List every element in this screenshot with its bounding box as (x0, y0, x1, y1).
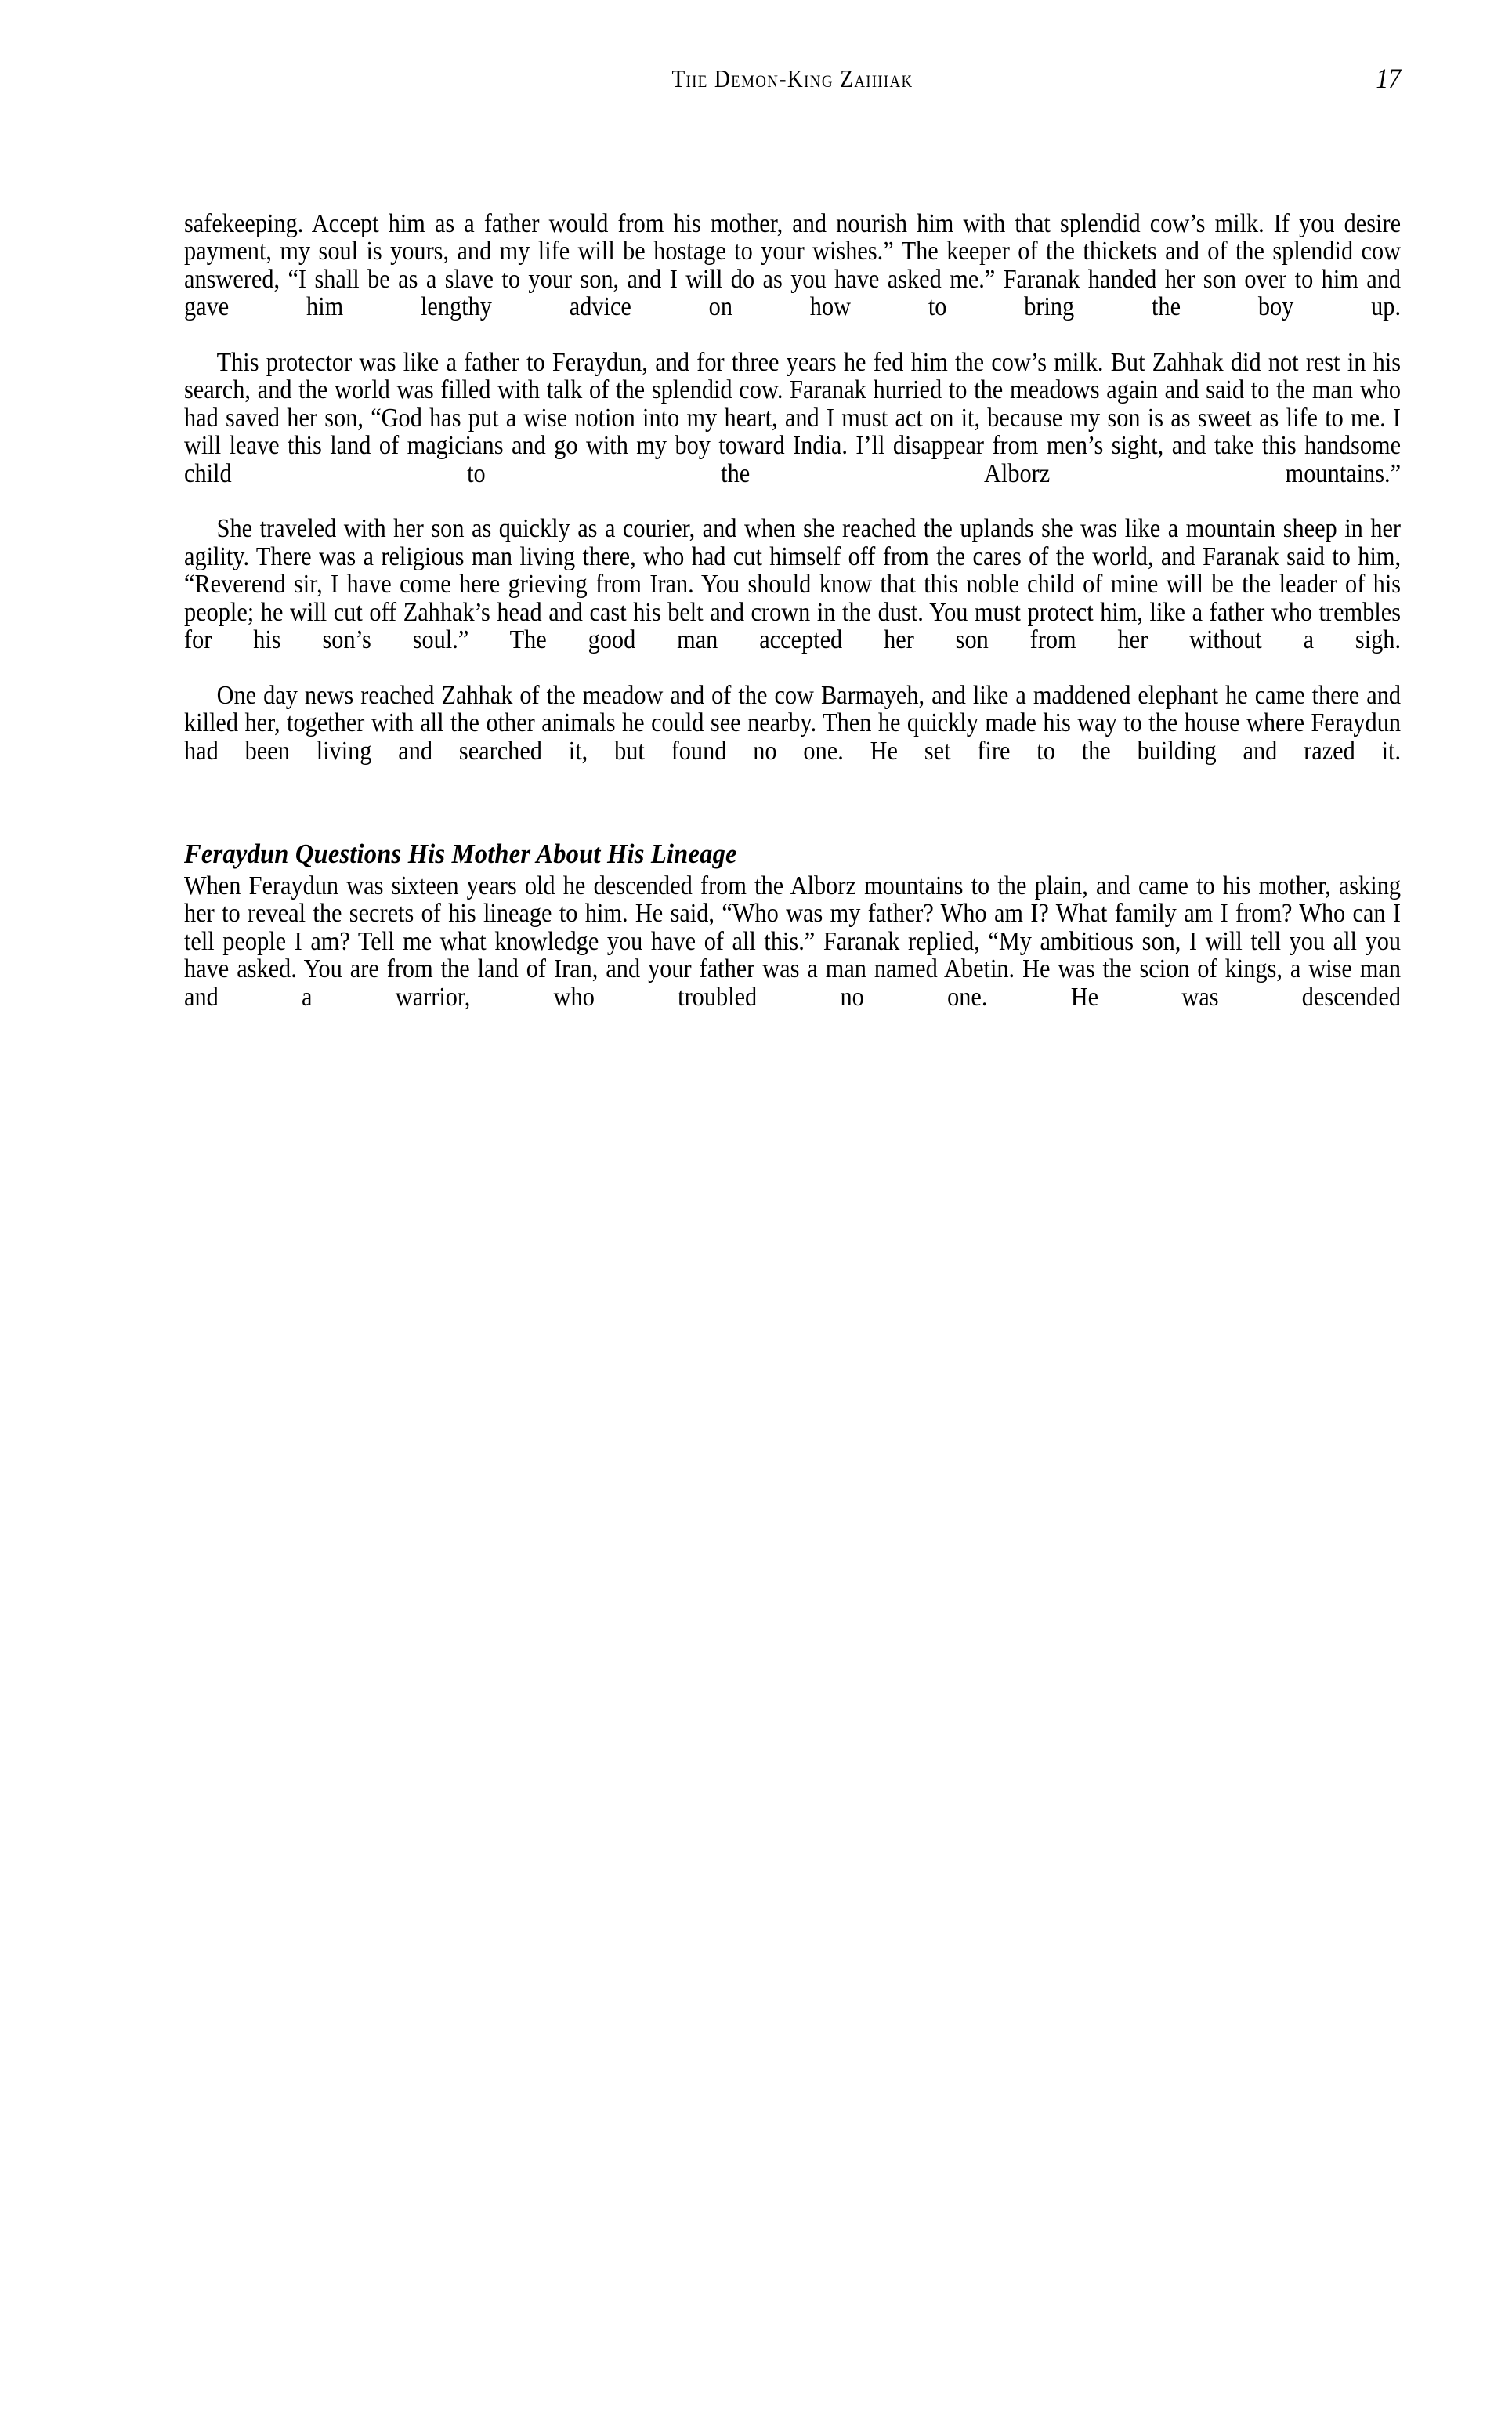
running-head-title: The Demon-King Zahhak (671, 64, 913, 92)
page-number: 17 (1376, 63, 1401, 94)
paragraph-1: safekeeping. Accept him as a father would from his mother, and nourish him with that splendid cow’s milk. If you desire payment, my soul is yours, and my life will be hostage to your wishes.” The keeper of the thickets and of the splendid cow answered, “I shall be as a slave to your son, and I will do as you have asked me.” Faranak handed her son over to him and gave him lengthy advice on how to bring the boy up. (184, 209, 1402, 322)
paragraph-2: This protector was like a father to Feraydun, and for three years he fed him the cow’s milk. But Zahhak did not rest in his search, and the world was filled with talk of the splendid cow. Faranak hurried to the meadows again and said to the man who had saved her son, “God has put a wise notion into my heart, and I must act on it, because my son is as sweet as life to me. I will leave this land of magicians and go with my boy toward India. I’ll disappear from men’s sight, and take this handsome child to the Alborz mountains.” (184, 348, 1402, 488)
paragraph-5: When Feraydun was sixteen years old he descended from the Alborz mountains to the plain, and came to his mother, asking her to reveal the secrets of his lineage to him. He said, “Who was my father? Who am I? What family am I from? Who can I tell people I am? Tell me what knowledge you have of all this.” Faranak replied, “My ambitious son, I will tell you all you have asked. You are from the land of Iran, and your father was a man named Abetin. He was the scion of kings, a wise man and a warrior, who troubled no one. He was descended (184, 871, 1402, 1012)
running-head (184, 61, 1401, 100)
heading-spacer-above (184, 793, 1401, 840)
paragraph-3: She traveled with her son as quickly as a courier, and when she reached the uplands she was like a mountain sheep in her agility. There was a religious man living there, who had cut himself off from the cares of the world, and Faranak said to him, “Reverend sir, I have come here grieving from Iran. You should know that this noble child of mine will be the leader of his people; he will cut off Zahhak’s head and cast his belt and crown in the dust. You must protect him, like a father who trembles for his son’s soul.” The good man accepted her son from her without a sigh. (184, 514, 1402, 655)
paragraph-4: One day news reached Zahhak of the meadow and of the cow Barmayeh, and like a maddened elephant he came there and killed her, together with all the other animals he could see nearby. Then he quickly made his way to the house where Feraydun had been living and searched it, but found no one. He set fire to the building and razed it. (184, 680, 1402, 766)
section-heading: Feraydun Questions His Mother About His Lineage (184, 838, 737, 869)
body-text-block (184, 210, 1401, 1038)
